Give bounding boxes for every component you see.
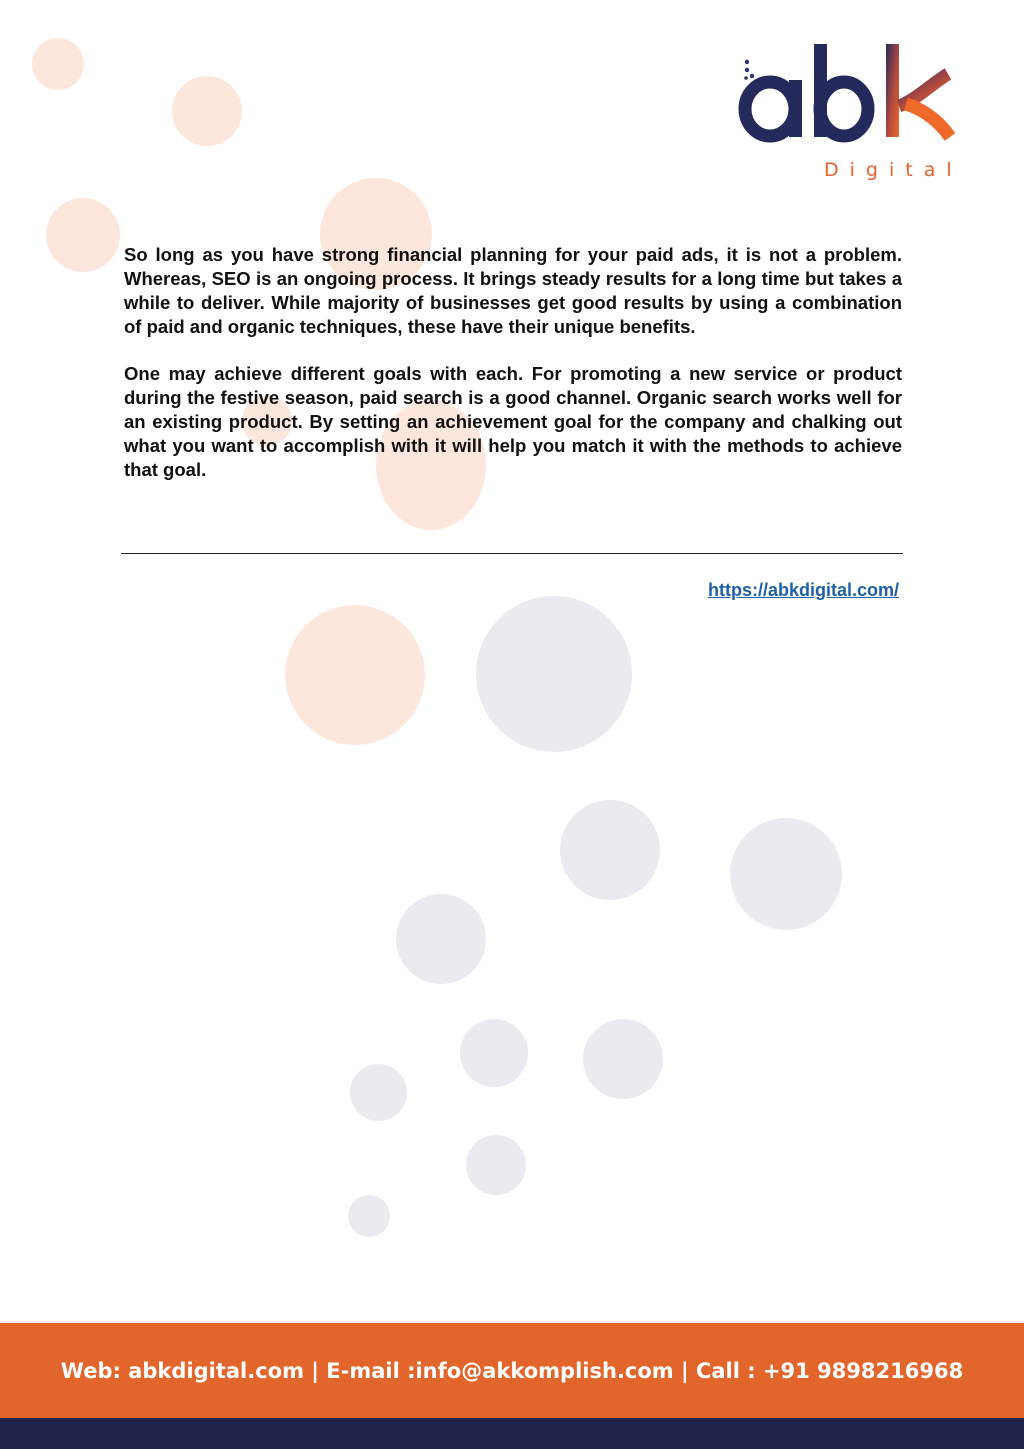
decor-bubble [172, 76, 242, 146]
logo-wordmark: Digital [824, 159, 963, 181]
article-body [124, 243, 902, 505]
decor-bubble [460, 1019, 528, 1087]
decor-bubble [396, 894, 486, 984]
decor-bubble [32, 38, 84, 90]
decor-bubble [560, 800, 660, 900]
footer-bar [0, 1418, 1024, 1449]
footer-contact: Web: abkdigital.com | E-mail :info@akkomplish.com | Call : +91 9898216968 [60, 1358, 964, 1383]
decor-bubble [730, 818, 842, 930]
decor-bubble [583, 1019, 663, 1099]
decor-bubble [476, 596, 632, 752]
footer-band [0, 1323, 1024, 1418]
paragraph: One may achieve different goals with each. For promoting a new service or product during the festive season, paid search is a good channel. Organic search works well for an existing product. By setting an achievement goal for the company and chalking out what you want to accomplish with it will help you match it with the methods to achieve that goal. [124, 363, 902, 480]
decor-bubble [350, 1064, 407, 1121]
decor-bubble [348, 1195, 390, 1237]
paragraph: So long as you have strong financial planning for your paid ads, it is not a problem. Whereas, SEO is an ongoing process. It brings steady results for a long time but takes a while to deliver. While majority of businesses get good results by using a combination of paid and organic techniques, these have their unique benefits. [124, 244, 902, 337]
decor-bubble [466, 1135, 526, 1195]
divider [121, 553, 903, 554]
decor-bubble [46, 198, 120, 272]
website-link[interactable]: https://abkdigital.com/ [707, 580, 899, 600]
decor-bubble [285, 605, 425, 745]
